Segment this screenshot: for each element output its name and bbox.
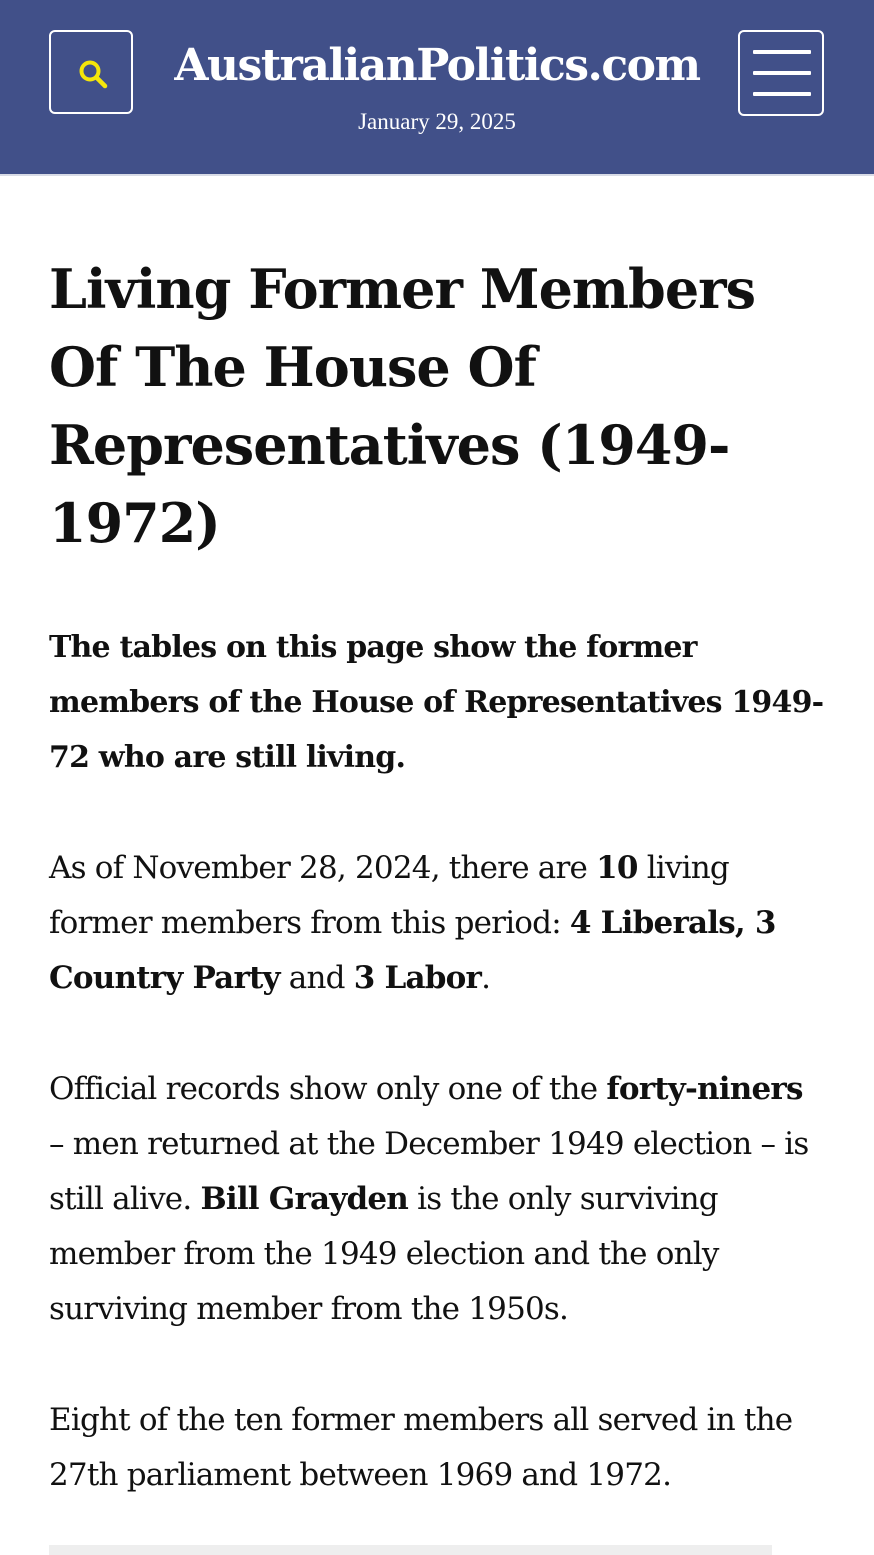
summary-text-4: . xyxy=(481,960,491,996)
site-title-link[interactable]: AustralianPolitics.com xyxy=(174,40,700,91)
menu-button[interactable] xyxy=(738,30,824,116)
table-top-divider xyxy=(49,1545,772,1555)
labor-count: 3 Labor xyxy=(353,960,482,996)
page-title: Living Former Members Of The House Of Representatives (1949-1972) xyxy=(49,257,756,555)
coalition-breakdown: 4 Liberals, 3 Country Party xyxy=(49,905,776,996)
search-icon xyxy=(78,59,108,89)
fortyniners-term: forty-niners xyxy=(606,1071,803,1107)
article-content xyxy=(49,250,825,1503)
fortyniners-paragraph xyxy=(49,1062,825,1337)
site-date: January 29, 2025 xyxy=(358,109,516,134)
fortyniners-text-1: Official records show only one of the xyxy=(49,1071,607,1107)
site-header xyxy=(0,0,874,176)
summary-text-1: As of November 28, 2024, there are xyxy=(49,850,597,886)
lead-paragraph: The tables on this page show the former members of the House of Representatives 1949-72 who are still living. xyxy=(49,630,824,775)
member-count: 10 xyxy=(596,850,638,886)
search-button[interactable] xyxy=(49,30,133,114)
summary-text-3: and xyxy=(279,960,354,996)
summary-paragraph xyxy=(49,841,825,1006)
fortyniners-text-2: – men returned at the December 1949 election – is still alive. xyxy=(49,1126,809,1217)
member-name: Bill Grayden xyxy=(200,1181,409,1217)
parliament-paragraph: Eight of the ten former members all served in the 27th parliament between 1969 and 1972. xyxy=(49,1402,793,1493)
summary-text-2: living former members from this period: xyxy=(49,850,729,941)
fortyniners-text-3: is the only surviving member from the 1949 election and the only surviving member from the 1950s. xyxy=(49,1181,719,1327)
